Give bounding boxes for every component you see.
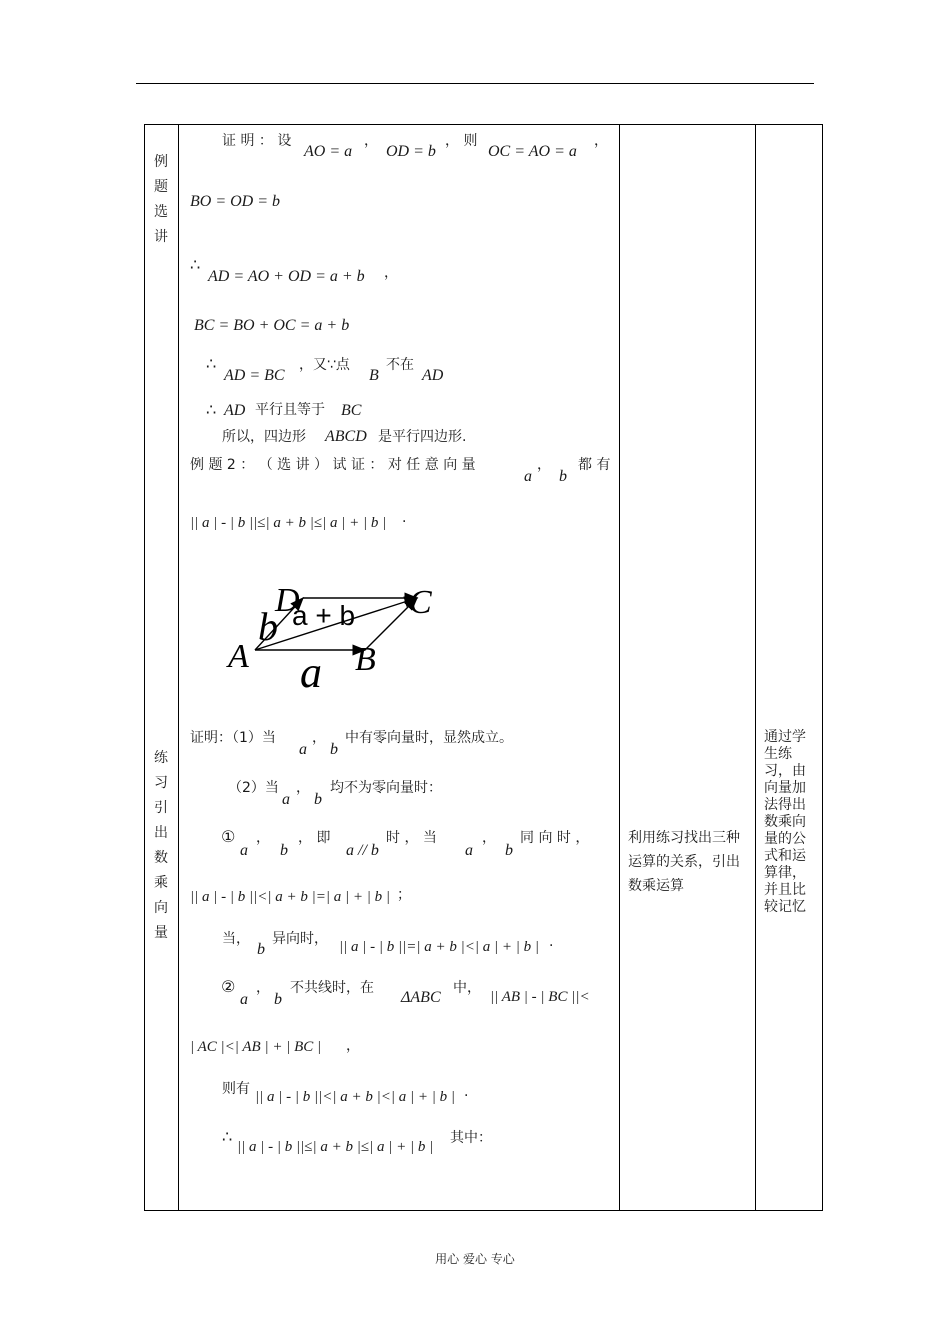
vec-a: a <box>299 741 307 758</box>
period: . <box>464 1084 469 1100</box>
inequality-same-direction: || a | - | b ||<| a + b |=| a | + | b | <box>190 889 390 905</box>
semicolon: ； <box>397 887 411 903</box>
point-b: B <box>369 367 379 384</box>
vec-b: b <box>280 842 288 859</box>
comma: ， <box>384 265 398 281</box>
therefore-symbol: ∴ <box>206 400 217 419</box>
eq-ao: AO = a <box>304 143 353 160</box>
conclusion-pre: 所以，四边形 <box>222 429 306 445</box>
vec-b: b <box>559 468 567 485</box>
label-a-plus-b: a + b <box>292 600 356 631</box>
parallel-equal-text: 平行且等于 <box>255 402 325 418</box>
comma: ， <box>594 133 608 149</box>
proof1-intro: 证 明 ： 设 <box>222 133 292 149</box>
triangle-abc: ΔABC <box>401 989 441 1006</box>
comma: ， <box>256 830 270 846</box>
step2-post: 均不为零向量时： <box>330 780 442 796</box>
section-label-example: 例题选讲 <box>154 154 168 245</box>
eq-ad: AD = AO + OD = a + b <box>208 268 365 285</box>
eq-bo: BO = OD = b <box>190 193 281 210</box>
therefore-symbol: ∴ <box>190 255 201 274</box>
label-a-vector: a <box>300 648 322 695</box>
and-point-text: ，又∵点 <box>299 357 350 373</box>
step2-pre: （2）当 <box>228 780 279 796</box>
parallelogram-figure <box>225 580 455 695</box>
therefore-symbol: ∴ <box>206 354 217 373</box>
ji-text: ， 即 <box>298 830 331 846</box>
therefore-symbol: ∴ <box>222 1127 233 1146</box>
vec-bc: BC <box>341 402 362 419</box>
comma: ， <box>364 133 378 149</box>
comma: ， <box>312 730 326 746</box>
inequality-triangle-part1: || AB | - | BC ||< <box>490 989 590 1005</box>
inequality-opposite-direction: || a | - | b ||=| a + b |<| a | + | b | <box>339 939 539 955</box>
inequality-triangle-part2: | AC |<| AB | + | BC | <box>190 1039 322 1055</box>
eq-oc: OC = AO = a <box>488 143 577 160</box>
column-divider-2 <box>619 124 620 1211</box>
all-text: 都 有 <box>578 457 611 473</box>
comma: ， <box>296 780 310 796</box>
step1-post: 中有零向量时，显然成立。 <box>345 730 513 746</box>
vec-a: a <box>524 468 532 485</box>
column-divider-1 <box>178 124 179 1211</box>
comma: ， <box>256 980 270 996</box>
noncollinear-text: 不共线时，在 <box>290 980 374 996</box>
header-rule <box>136 83 814 84</box>
step1-pre: 证明：（1）当 <box>190 730 276 746</box>
vec-a: a <box>282 791 290 808</box>
among-text: 其中： <box>450 1130 492 1146</box>
vec-a: a <box>240 842 248 859</box>
eq-od: OD = b <box>386 143 436 160</box>
label-a: A <box>228 638 249 675</box>
label-b-vector: b <box>258 604 278 649</box>
then-text: ， 则 <box>445 133 478 149</box>
example2-inequality: || a | - | b ||≤| a + b |≤| a | + | b | <box>190 515 387 531</box>
line-ad: AD <box>422 367 444 384</box>
not-on-text: 不在 <box>386 357 414 373</box>
example2-title: 例 题 2 ： （ 选 讲 ） 试 证 ： 对 任 意 向 量 <box>190 457 476 473</box>
vec-b: b <box>274 991 282 1008</box>
vec-b: b <box>314 791 322 808</box>
inequality-final: || a | - | b ||≤| a + b |≤| a | + | b | <box>237 1139 434 1155</box>
period: . <box>549 934 554 950</box>
then-have-text: 则有 <box>222 1081 250 1097</box>
comma: ， <box>482 830 496 846</box>
circled-one: ① <box>221 827 236 846</box>
column-divider-3 <box>755 124 756 1211</box>
column4-note: 通过学生练习，由向量加法得出数乘向量的公式和运算律，并且比较记忆 <box>764 729 806 915</box>
period: . <box>402 510 407 526</box>
inequality-strict: || a | - | b ||<| a + b |<| a | + | b | <box>255 1089 455 1105</box>
eq-ad-bc: AD = BC <box>224 367 285 384</box>
vec-b: b <box>257 941 265 958</box>
label-d: D <box>275 582 300 619</box>
opposite-pre: 当， <box>222 931 250 947</box>
comma: ， <box>537 457 551 473</box>
column3-note: 利用练习找出三种运算的关系，引出数乘运算 <box>628 830 740 894</box>
eq-bc: BC = BO + OC = a + b <box>194 317 350 334</box>
a-parallel-b: a // b <box>346 842 379 859</box>
vec-a: a <box>465 842 473 859</box>
opposite-mid: 异向时， <box>272 931 328 947</box>
when-text: 时 ， 当 <box>386 830 437 846</box>
same-direction-text: 同 向 时 ， <box>520 830 590 846</box>
page-footer: 用心 爱心 专心 <box>435 1252 515 1266</box>
vec-b: b <box>505 842 513 859</box>
conclusion-post: 是平行四边形. <box>378 429 467 445</box>
vec-b: b <box>330 741 338 758</box>
label-b: B <box>355 641 376 678</box>
circled-two: ② <box>221 977 236 996</box>
label-c: C <box>409 584 432 621</box>
abcd: ABCD <box>325 428 367 445</box>
comma: ， <box>346 1038 360 1054</box>
vec-ad: AD <box>224 402 246 419</box>
section-label-practice: 练习引出数乘向量 <box>154 750 168 941</box>
zhong-text: 中， <box>453 980 481 996</box>
vec-a: a <box>240 991 248 1008</box>
